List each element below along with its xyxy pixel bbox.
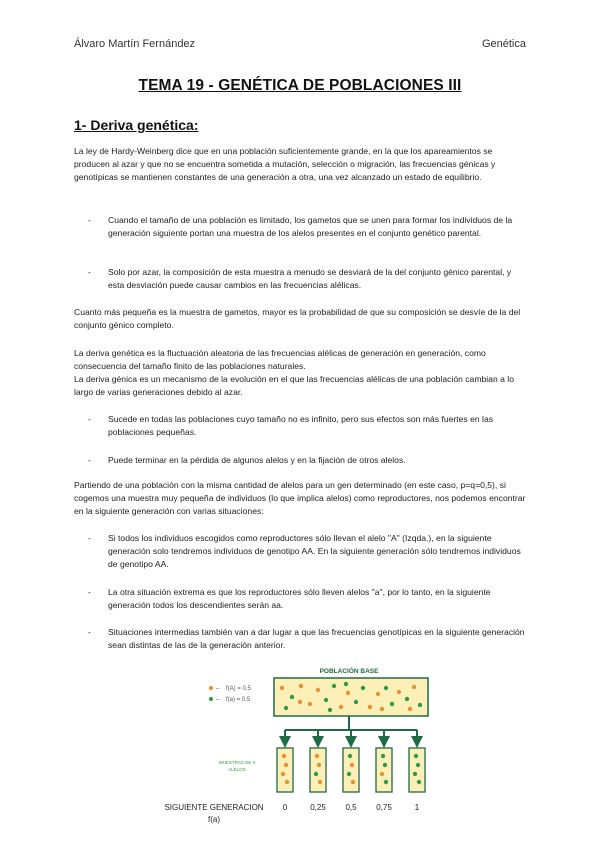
samples-label: ALELOS [228,767,246,772]
allele-dot [413,772,417,776]
bullet-item [88,413,526,439]
paragraph-sample-size: Cuanto más pequeña es la muestra de gametos, mayor es la probabilidad de que su composición se desvíe de la del conjunto génico completo. [74,307,521,330]
figure-base-title: POBLACIÓN BASE [319,668,379,675]
bullet-text: Sucede en todas las poblaciones cuyo tamaño no es infinito, pero sus efectos son más fuertes en las poblaciones pequeñas. [108,414,494,437]
bullet-dash: - [88,215,91,225]
paragraph-drift-mechanism: La deriva génica es un mecanismo de la evolución en el que las frecuencias alélicas de una población cambian a lo largo de varias generaciones debido al azar. [74,374,514,397]
fa-label: f(a) [208,815,220,824]
allele-dot [412,685,416,689]
bullet-text: Solo por azar, la composición de esta muestra a menudo se desviará de la del conjunto génico parental, y esta desviación puede causar cambios en las frecuencias alélicas. [108,267,512,290]
fa-value: 0,25 [310,803,326,812]
allele-dot [390,702,394,706]
bullet-text: Cuando el tamaño de una población es limitado, los gametos que se unen para formar los individuos de la generación siguiente portan una muestra de los alelos presentes en el conjunto genético parental. [108,215,513,238]
bullet-item [88,626,526,652]
bullet-dash: - [88,587,91,597]
next-generation-label: SIGUIENTE GENERACION [164,803,264,812]
bullet-text: Si todos los individuos escogidos como reproductores sólo llevan el alelo "A" (Izqda.), en la siguiente generación solo tendremos individuos de genotipo AA. En la siguiente generación sólo tendremos individuos de genotipo AA. [108,533,521,569]
allele-dot [380,707,384,711]
legend-green-dot [209,697,213,701]
allele-dot [351,780,355,784]
allele-dot [332,684,336,688]
page-title: TEMA 19 - GENÉTICA DE POBLACIONES III [138,77,462,94]
allele-dot [284,763,288,767]
sample-box [343,748,359,792]
fa-value: 1 [414,803,420,812]
allele-dot [282,754,286,758]
base-population-box [274,678,428,716]
allele-dot [348,754,352,758]
bullet-dash: - [88,414,91,424]
allele-dot [380,772,384,776]
sample-boxes [277,748,425,792]
sample-box [409,748,425,792]
allele-dot [299,684,303,688]
fa-value: 0,5 [345,803,357,812]
allele-dot [405,697,409,701]
allele-dot [285,780,289,784]
allele-dot [281,772,285,776]
bullet-item [88,266,526,292]
bullet-dash: - [88,533,91,543]
bullet-item [88,214,526,240]
fa-values [283,803,420,812]
allele-dot [324,698,328,702]
allele-dot [346,691,350,695]
allele-dot [328,708,332,712]
allele-dot [347,772,351,776]
bullet-dash: - [88,627,91,637]
paragraph-hardy-weinberg: La ley de Hardy-Weinberg dice que en una población suficientemente grande, en la que los apareamientos se producen al azar y que no se encuentra sometida a mutación, selección o migración, las frecuencias génicas y genotípicas se mantienen constantes de una generación a otra, una vez alcanzado un estado de equilibrio. [74,146,496,182]
allele-dot [381,754,385,758]
legend-dash: – [216,686,220,692]
allele-dot [383,763,387,767]
bullet-text: Puede terminar en la pérdida de algunos alelos y en la fijación de otros alelos. [108,455,406,465]
allele-dot [315,754,319,758]
sample-box [310,748,326,792]
fa-value: 0,75 [376,803,392,812]
allele-dot [314,772,318,776]
bullet-dash: - [88,455,91,465]
paragraph-drift-definition: La deriva genética es la fluctuación aleatoria de las frecuencias alélicas de generación en generación, como consecuencia del tamaño finito de las poblaciones naturales. [74,348,486,371]
fa-value: 0 [282,803,288,812]
allele-dot [317,763,321,767]
sample-box [376,748,392,792]
allele-dot [339,705,343,709]
legend-orange-dot [209,686,213,690]
allele-dot [318,780,322,784]
paragraph-example: Partiendo de una población con la misma cantidad de alelos para un gen determinado (en este caso, p=q=0,5), si cogemos una muestra muy pequeña de individuos (lo que implica alelos) como reproductores, nos podemos encontrar en la siguiente generación con varias situaciones: [74,480,526,516]
section-heading: 1- Deriva genética: [74,117,199,133]
legend-dash: – [216,697,220,703]
bullet-text: La otra situación extrema es que los reproductores sólo lleven alelos "a", por lo tanto, en la siguiente generación todos los descendientes serán aa. [108,587,491,610]
legend-fa: f(a) = 0.5 [226,697,251,703]
allele-dot [376,692,380,696]
allele-dot [354,700,358,704]
allele-dot [280,686,284,690]
bullet-text: Situaciones intermedias también van a dar lugar a que las frecuencias genotípicas en la siguiente generación sean distintas de las de la generación anterior. [108,627,525,650]
allele-dot [417,780,421,784]
allele-dot [308,702,312,706]
allele-dot [397,690,401,694]
allele-dot [414,754,418,758]
branch-arrows [285,716,417,742]
legend-fA: f(A) = 0.5 [226,686,251,692]
allele-dot [368,705,372,709]
allele-dot [361,686,365,690]
allele-dot [416,763,420,767]
allele-dot [298,700,302,704]
samples-label: MUESTRAS DE 4 [218,760,256,765]
allele-dot [350,763,354,767]
bullet-dash: - [88,267,91,277]
allele-dot [418,703,422,707]
allele-dot [290,695,294,699]
allele-dot [384,686,388,690]
allele-dot [316,688,320,692]
sample-box [277,748,293,792]
figure-legend [209,686,252,703]
allele-dot [284,706,288,710]
bullet-item [88,532,526,571]
bullet-item [88,454,526,467]
bullet-item [88,586,526,612]
header-author: Álvaro Martín Fernández [74,38,196,50]
allele-dot [344,682,348,686]
header-subject: Genética [481,38,526,50]
allele-dot [384,780,388,784]
allele-dot [408,707,412,711]
base-population-alleles [280,682,422,712]
